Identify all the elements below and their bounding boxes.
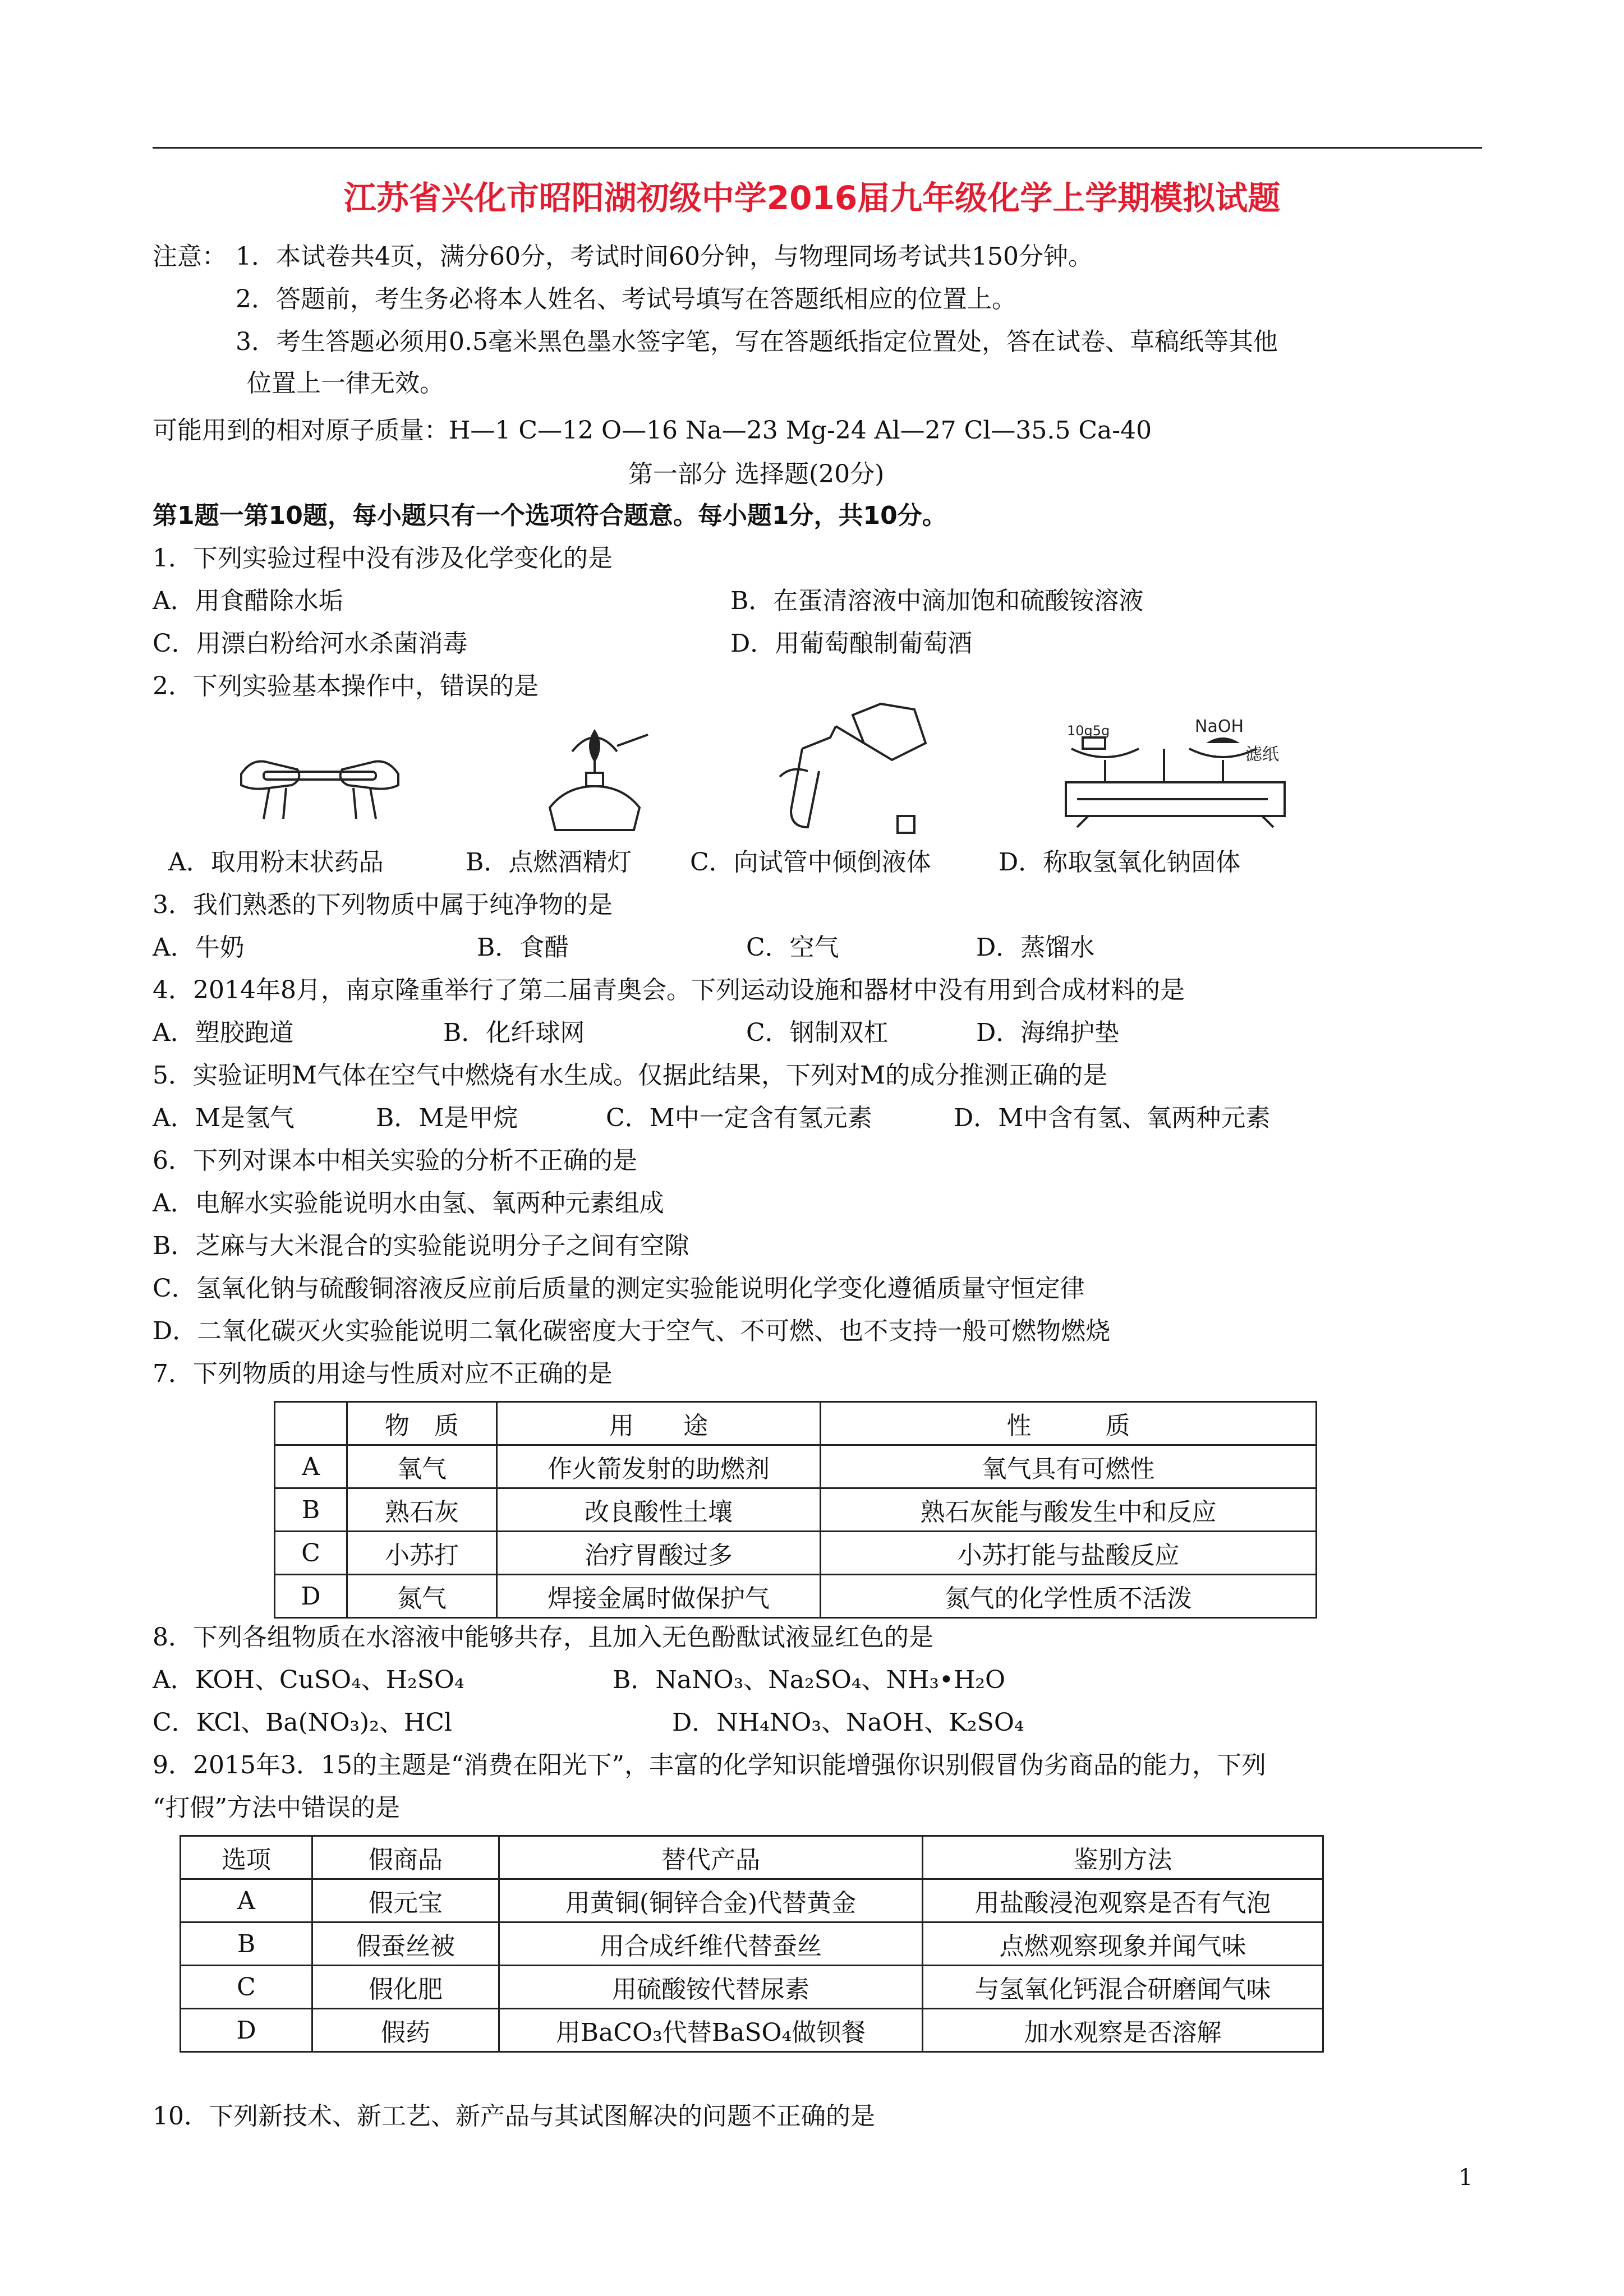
q9-header-cell: 选项 xyxy=(181,1836,312,1879)
q9-header-cell: 替代产品 xyxy=(499,1836,923,1879)
q2-stem: 2．下列实验基本操作中，错误的是 xyxy=(153,672,539,700)
page-number: 1 xyxy=(1459,2165,1473,2191)
q3-option-b: B．食醋 xyxy=(477,933,569,962)
q7-header-cell xyxy=(275,1402,347,1445)
q9-cell: 用黄铜(铜锌合金)代替黄金 xyxy=(499,1879,923,1922)
q7-cell: 治疗胃酸过多 xyxy=(497,1532,821,1575)
q7-header-cell: 物 质 xyxy=(347,1402,497,1445)
part-instruction: 第1题一第10题，每小题只有一个选项符合题意。每小题1分，共10分。 xyxy=(153,501,947,530)
note-2: 2．答题前，考生务必将本人姓名、考试号填写在答题纸相应的位置上。 xyxy=(236,285,1016,313)
q9-header-cell: 假商品 xyxy=(312,1836,499,1879)
q9-cell: 点燃观察现象并闻气味 xyxy=(923,1922,1323,1966)
q5-option-c: C．M中一定含有氢元素 xyxy=(606,1104,872,1132)
q8-option-d: D．NH₄NO₃、NaOH、K₂SO₄ xyxy=(672,1708,1024,1737)
table-header-row xyxy=(181,1836,1323,1879)
q3-option-a: A．牛奶 xyxy=(153,933,245,962)
q6-option-d: D．二氧化碳灭火实验能说明二氧化碳密度大于空气、不可燃、也不支持一般可燃物燃烧 xyxy=(153,1317,1111,1345)
q8-option-b: B．NaNO₃、Na₂SO₄、NH₃•H₂O xyxy=(613,1666,1006,1694)
q9-cell: 用硫酸铵代替尿素 xyxy=(499,1966,923,2009)
table-row xyxy=(275,1488,1317,1532)
balance-weight-label: 10g5g xyxy=(1067,723,1110,739)
q2-fig-c-pour-liquid xyxy=(769,698,937,838)
q6-option-a: A．电解水实验能说明水由氢、氧两种元素组成 xyxy=(153,1189,664,1218)
table-row xyxy=(275,1532,1317,1575)
q5-option-d: D．M中含有氢、氧两种元素 xyxy=(954,1104,1271,1132)
q7-table xyxy=(274,1401,1317,1619)
q2-option-a: A．取用粉末状药品 xyxy=(168,848,384,877)
q9-cell: B xyxy=(181,1922,312,1966)
note-3b: 位置上一律无效。 xyxy=(247,369,444,398)
q7-cell: 氧气 xyxy=(347,1445,497,1488)
q9-cell: A xyxy=(181,1879,312,1922)
q3-stem: 3．我们熟悉的下列物质中属于纯净物的是 xyxy=(153,891,613,919)
q6-stem: 6．下列对课本中相关实验的分析不正确的是 xyxy=(153,1146,637,1175)
table-row xyxy=(181,1922,1323,1966)
q1-stem: 1．下列实验过程中没有涉及化学变化的是 xyxy=(153,544,613,573)
q7-cell: A xyxy=(275,1445,347,1488)
q9-cell: C xyxy=(181,1966,312,2009)
q9-stem-line1: 9．2015年3．15的主题是“消费在阳光下”，丰富的化学知识能增强你识别假冒伪劣商品的能力，下列 xyxy=(153,1751,1266,1779)
q4-stem: 4．2014年8月，南京隆重举行了第二届青奥会。下列运动设施和器材中没有用到合成材料的是 xyxy=(153,976,1185,1004)
q7-cell: 改良酸性土壤 xyxy=(497,1488,821,1532)
q3-option-c: C．空气 xyxy=(746,933,839,962)
q9-cell: 用合成纤维代替蚕丝 xyxy=(499,1922,923,1966)
q7-header-cell: 用 途 xyxy=(497,1402,821,1445)
q10-stem: 10．下列新技术、新工艺、新产品与其试图解决的问题不正确的是 xyxy=(153,2102,875,2131)
q7-cell: 焊接金属时做保护气 xyxy=(497,1575,821,1618)
table-row xyxy=(181,2009,1323,2052)
q3-option-d: D．蒸馏水 xyxy=(976,933,1095,962)
atomic-masses: 可能用到的相对原子质量：H—1 C—12 O—16 Na—23 Mg-24 Al—27 Cl—35.5 Ca-40 xyxy=(153,416,1152,445)
note-3a: 3．考生答题必须用0.5毫米黑色墨水签字笔，写在答题纸指定位置处，答在试卷、草稿纸等其他 xyxy=(236,328,1278,356)
q9-cell: 与氢氧化钙混合研磨闻气味 xyxy=(923,1966,1323,2009)
q7-cell: 氧气具有可燃性 xyxy=(821,1445,1317,1488)
q6-option-b: B．芝麻与大米混合的实验能说明分子之间有空隙 xyxy=(153,1232,689,1260)
q9-cell: 加水观察是否溶解 xyxy=(923,2009,1323,2052)
q9-cell: D xyxy=(181,2009,312,2052)
q2-option-c: C．向试管中倾倒液体 xyxy=(690,848,931,877)
q1-option-c: C．用漂白粉给河水杀菌消毒 xyxy=(153,629,468,658)
q5-option-b: B．M是甲烷 xyxy=(376,1104,518,1132)
q1-option-b: B．在蛋清溶液中滴加饱和硫酸铵溶液 xyxy=(730,587,1144,615)
header-rule xyxy=(153,147,1482,149)
q7-cell: C xyxy=(275,1532,347,1575)
q7-cell: 小苏打能与盐酸反应 xyxy=(821,1532,1317,1575)
q9-cell: 假化肥 xyxy=(312,1966,499,2009)
q7-cell: 氮气 xyxy=(347,1575,497,1618)
q9-cell: 假蚕丝被 xyxy=(312,1922,499,1966)
q9-stem-line2: “打假”方法中错误的是 xyxy=(153,1794,400,1822)
q7-cell: 熟石灰能与酸发生中和反应 xyxy=(821,1488,1317,1532)
q1-option-d: D．用葡萄酿制葡萄酒 xyxy=(730,629,973,658)
q2-fig-d-balance xyxy=(1055,715,1301,833)
q7-cell: D xyxy=(275,1575,347,1618)
q7-cell: 氮气的化学性质不活泼 xyxy=(821,1575,1317,1618)
q2-option-d: D．称取氢氧化钠固体 xyxy=(999,848,1241,877)
q9-cell: 假药 xyxy=(312,2009,499,2052)
q4-option-b: B．化纤球网 xyxy=(443,1018,585,1047)
q1-option-a: A．用食醋除水垢 xyxy=(153,587,343,615)
q9-table xyxy=(180,1835,1324,2053)
part-heading: 第一部分 选择题(20分) xyxy=(628,460,885,488)
q8-option-a: A．KOH、CuSO₄、H₂SO₄ xyxy=(153,1666,464,1694)
q9-header-cell: 鉴别方法 xyxy=(923,1836,1323,1879)
q8-option-c: C．KCl、Ba(NO₃)₂、HCl xyxy=(153,1708,452,1737)
table-row xyxy=(181,1966,1323,2009)
q2-option-b: B．点燃酒精灯 xyxy=(466,848,632,877)
q5-stem: 5．实验证明M气体在空气中燃烧有水生成。仅据此结果，下列对M的成分推测正确的是 xyxy=(153,1061,1108,1090)
q9-cell: 假元宝 xyxy=(312,1879,499,1922)
table-row xyxy=(275,1445,1317,1488)
q4-option-c: C．钢制双杠 xyxy=(746,1018,889,1047)
q7-stem: 7．下列物质的用途与性质对应不正确的是 xyxy=(153,1359,613,1388)
balance-naoh-label: NaOH xyxy=(1195,717,1244,736)
q5-option-a: A．M是氢气 xyxy=(153,1104,295,1132)
table-row xyxy=(275,1575,1317,1618)
q4-option-d: D．海绵护垫 xyxy=(976,1018,1120,1047)
q9-cell: 用盐酸浸泡观察是否有气泡 xyxy=(923,1879,1323,1922)
notes-prefix: 注意： xyxy=(153,242,227,271)
q8-stem: 8．下列各组物质在水溶液中能够共存，且加入无色酚酞试液显红色的是 xyxy=(153,1623,933,1652)
q7-cell: 熟石灰 xyxy=(347,1488,497,1532)
q7-header-cell: 性 质 xyxy=(821,1402,1317,1445)
q7-cell: B xyxy=(275,1488,347,1532)
q2-fig-b-alcohol-lamp xyxy=(533,723,656,836)
q9-cell: 用BaCO₃代替BaSO₄做钡餐 xyxy=(499,2009,923,2052)
table-header-row xyxy=(275,1402,1317,1445)
note-1: 1．本试卷共4页，满分60分，考试时间60分钟，与物理同场考试共150分钟。 xyxy=(236,242,1093,271)
q7-cell: 作火箭发射的助燃剂 xyxy=(497,1445,821,1488)
q7-cell: 小苏打 xyxy=(347,1532,497,1575)
q4-option-a: A．塑胶跑道 xyxy=(153,1018,294,1047)
balance-filter-label: 滤纸 xyxy=(1245,745,1279,764)
page-title: 江苏省兴化市昭阳湖初级中学2016届九年级化学上学期模拟试题 xyxy=(343,179,1281,217)
q6-option-c: C．氢氧化钠与硫酸铜溶液反应前后质量的测定实验能说明化学变化遵循质量守恒定律 xyxy=(153,1274,1085,1303)
table-row xyxy=(181,1879,1323,1922)
q2-fig-a-powder xyxy=(230,735,410,830)
